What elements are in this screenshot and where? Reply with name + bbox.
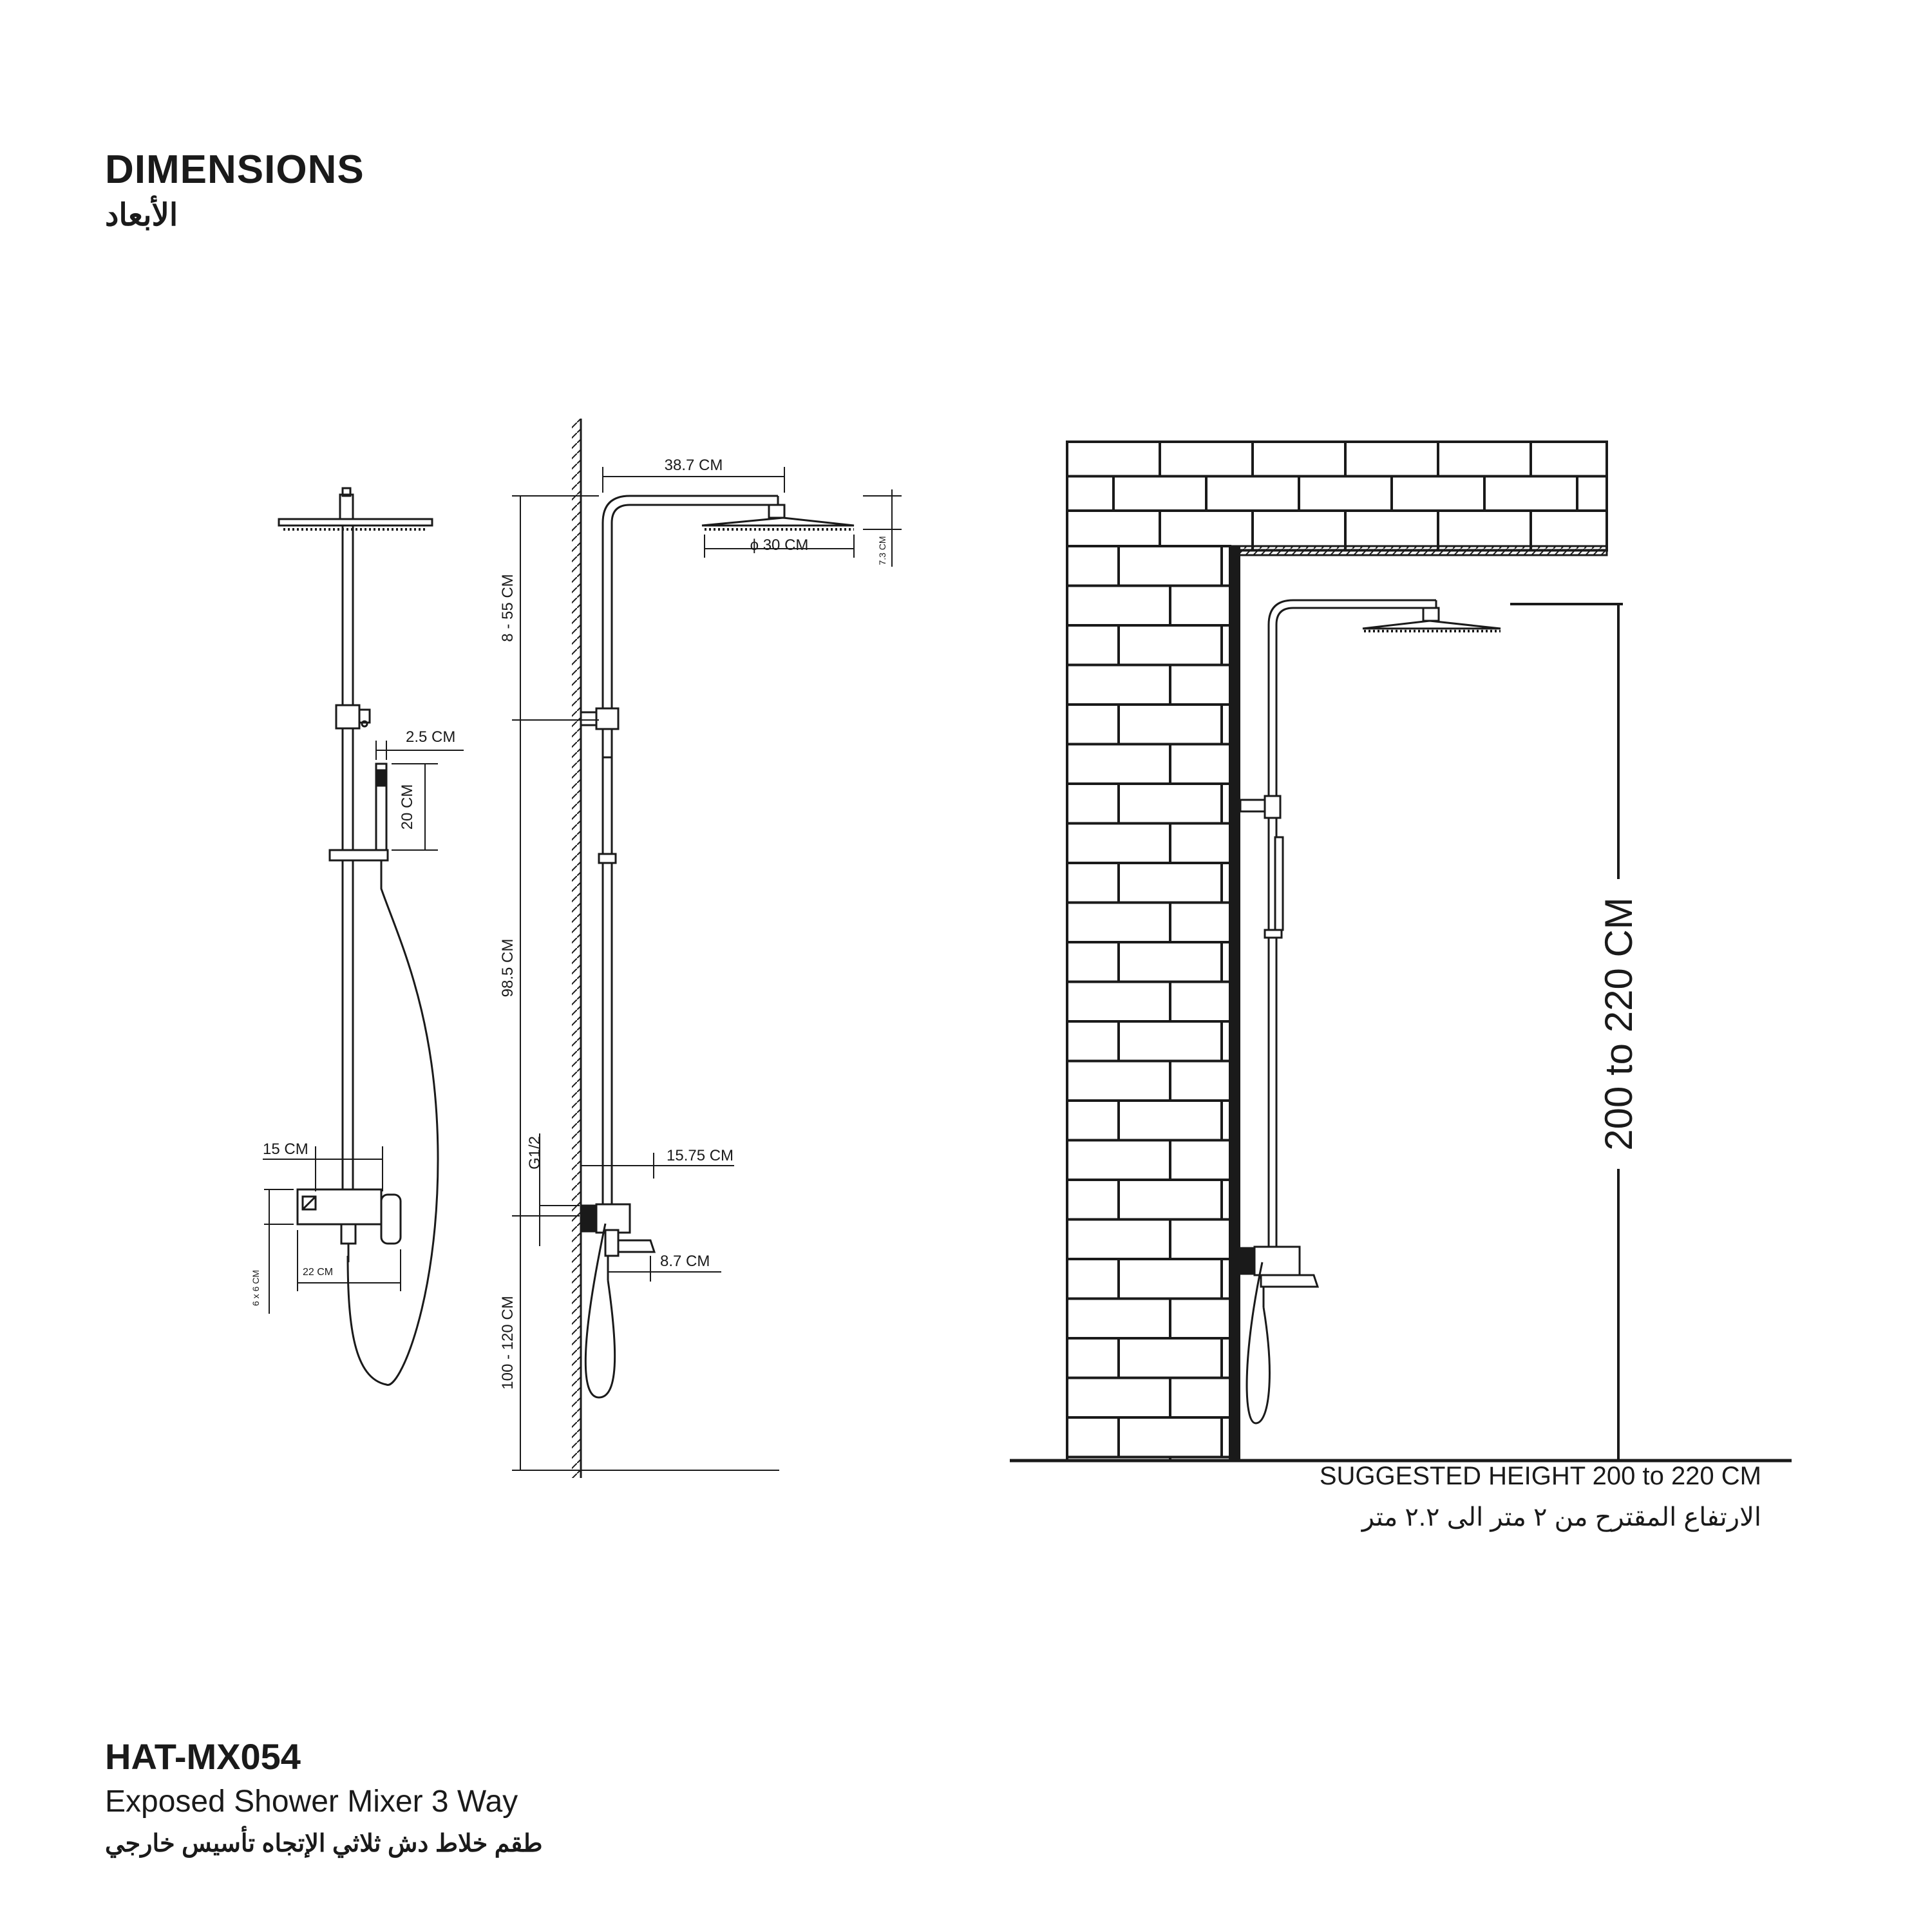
height-range-label: 200 to 220 CM (1597, 897, 1640, 1151)
wall-face-strip (1230, 546, 1240, 1461)
brick (1067, 1259, 1119, 1299)
brick (1170, 903, 1230, 943)
brick (1170, 1299, 1230, 1339)
front-riser-bar (343, 526, 353, 1236)
brick (1119, 1338, 1222, 1378)
brick (1067, 1338, 1119, 1378)
brick (1067, 1417, 1119, 1457)
brick (1067, 625, 1119, 665)
brick (1170, 824, 1230, 864)
side-riser-arm (603, 496, 778, 720)
brick (1345, 511, 1438, 551)
side-dim-spout-reach: 15.75 CM (667, 1147, 734, 1164)
brick (1170, 1378, 1230, 1418)
side-dim-top-range: 8 - 55 CM (499, 574, 516, 642)
brick (1222, 1101, 1230, 1141)
brick (1067, 784, 1119, 824)
brick (1222, 1259, 1230, 1299)
brick (1222, 1021, 1230, 1061)
brick (1119, 942, 1222, 982)
brick (1170, 744, 1230, 784)
brick (1119, 1180, 1222, 1220)
brick (1253, 511, 1345, 551)
brick (1067, 705, 1119, 744)
product-code: HAT-MX054 (105, 1736, 301, 1777)
brick (1067, 546, 1119, 586)
brick (1170, 982, 1230, 1022)
brick (1160, 511, 1253, 551)
ceiling-strip (1230, 546, 1607, 555)
front-dim-bar-gap: 2.5 CM (406, 728, 456, 746)
front-hose (348, 860, 438, 1385)
brick (1119, 546, 1222, 586)
front-dimensions (263, 741, 464, 1314)
side-handset (603, 757, 612, 854)
front-handset (376, 764, 386, 850)
brick (1067, 824, 1170, 864)
brick (1119, 784, 1222, 824)
brick (1067, 586, 1170, 626)
brick (1119, 1259, 1222, 1299)
brick (1119, 705, 1222, 744)
page-title-arabic: الأبعاد (105, 198, 178, 232)
brick (1067, 1220, 1170, 1260)
installed-shower (1240, 600, 1501, 1423)
installation-view (1010, 442, 1792, 1461)
side-dim-head-diameter: ϕ 30 CM (750, 536, 809, 554)
brick (1067, 1299, 1170, 1339)
brick (1067, 1021, 1119, 1061)
side-dim-bar-length: 98.5 CM (499, 938, 516, 998)
brick (1222, 942, 1230, 982)
suggested-height-arabic: الارتفاع المقترح من ٢ متر الى ٢.٢ متر (1361, 1503, 1761, 1531)
side-dimensions (512, 467, 902, 1470)
side-wall-bracket (581, 708, 618, 729)
brick (1438, 511, 1531, 551)
front-view (279, 488, 438, 1385)
brick (1222, 1417, 1230, 1457)
brick (1170, 586, 1230, 626)
brick (1119, 1021, 1222, 1061)
brick (1119, 1101, 1222, 1141)
side-dim-head-height: 7.3 CM (877, 536, 887, 565)
brick (1067, 863, 1119, 903)
brick (1067, 1101, 1119, 1141)
side-mixer (581, 1204, 654, 1280)
brick (1222, 863, 1230, 903)
brick (1170, 1141, 1230, 1180)
brick (1222, 546, 1230, 586)
front-shower-head (279, 488, 432, 529)
side-shower-head (702, 505, 854, 529)
brick-wall (1067, 442, 1607, 1461)
brick (1531, 511, 1607, 551)
side-dim-inlet: G1/2 (526, 1135, 544, 1170)
side-dim-floor-height: 100 - 120 CM (499, 1296, 516, 1390)
page-title: DIMENSIONS (105, 147, 365, 192)
brick (1067, 1180, 1119, 1220)
brick (1067, 942, 1119, 982)
brick (1119, 1417, 1222, 1457)
side-view (572, 419, 854, 1478)
brick (1222, 784, 1230, 824)
brick (1067, 665, 1170, 705)
front-mixer (298, 1189, 401, 1262)
front-wall-bracket (336, 705, 370, 728)
brick (1067, 511, 1160, 551)
front-slider (330, 850, 388, 860)
brick (1067, 1061, 1170, 1101)
brick (1222, 1338, 1230, 1378)
front-dim-body-depth: 22 CM (303, 1267, 334, 1278)
brick (1222, 705, 1230, 744)
product-name-arabic: طقم خلاط دش ثلاثي الإتجاه تأسيس خارجي (105, 1830, 543, 1857)
brick (1170, 1220, 1230, 1260)
suggested-height: SUGGESTED HEIGHT 200 to 220 CM (1319, 1462, 1761, 1490)
side-dim-arm-reach: 38.7 CM (664, 457, 723, 474)
brick (1067, 744, 1170, 784)
side-dim-spout-offset: 8.7 CM (660, 1253, 710, 1270)
brick (1067, 1378, 1170, 1418)
brick (1222, 625, 1230, 665)
brick (1170, 665, 1230, 705)
brick (1222, 1180, 1230, 1220)
front-dim-handset-length: 20 CM (399, 784, 416, 830)
brick (1067, 903, 1170, 943)
brick (1067, 1141, 1170, 1180)
brick (1170, 1061, 1230, 1101)
front-dim-mixer-width: 15 CM (263, 1141, 308, 1158)
brick (1119, 863, 1222, 903)
brick (1119, 625, 1222, 665)
front-dim-body-size: 6 x 6 CM (251, 1269, 261, 1307)
product-name: Exposed Shower Mixer 3 Way (105, 1785, 518, 1819)
brick (1067, 982, 1170, 1022)
